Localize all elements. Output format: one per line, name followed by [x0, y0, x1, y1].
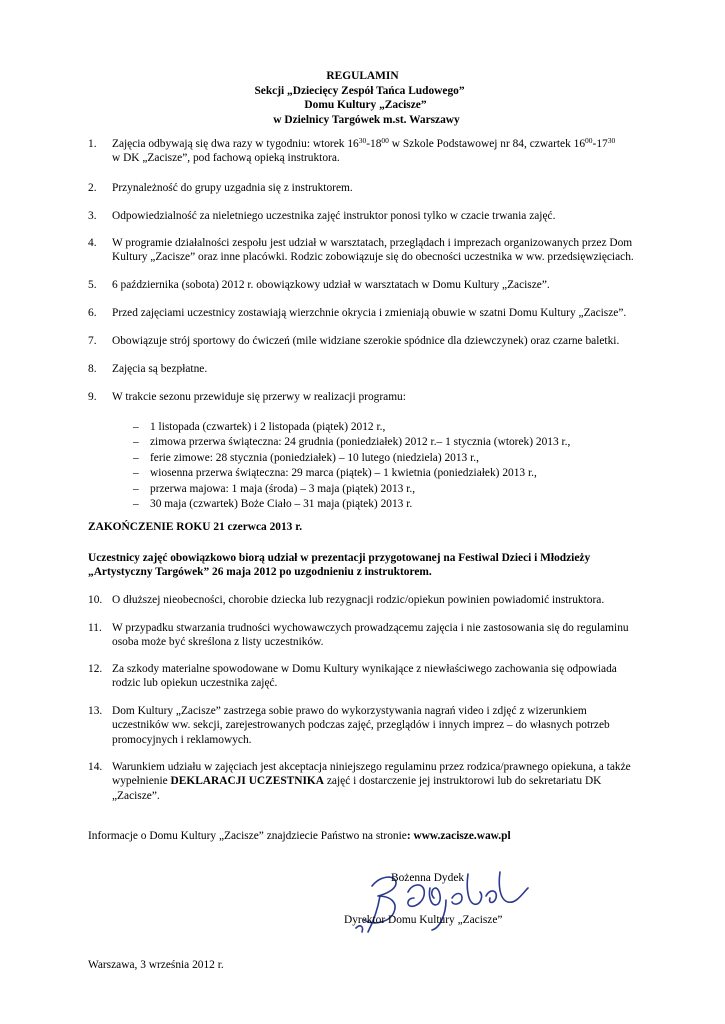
rule-number: 6.: [88, 307, 97, 319]
header-district: w Dzielnicy Targówek m.st. Warszawy: [273, 113, 460, 126]
rule-number: 1.: [88, 138, 97, 150]
header-institution: Domu Kultury „Zacisze”: [304, 99, 427, 112]
dash-bullet: –: [133, 467, 139, 480]
rule-item-11: [88, 621, 688, 650]
rule-item-2: [88, 181, 688, 195]
rule-number: 12.: [88, 663, 103, 675]
festival-notice: [88, 551, 688, 580]
header-section-name: Sekcji „Dziecięcy Zespół Tańca Ludowego”: [254, 84, 465, 97]
rule-number: 3.: [88, 210, 97, 222]
rule-number: 8.: [88, 363, 97, 375]
rule-item-14: [88, 760, 688, 803]
dash-bullet: –: [133, 451, 139, 464]
rule-text-line: uczestników ww. sekcji, zarejestrowanych podczas zajęć, przeglądów i innych imprez – do własnych potrzeb: [112, 719, 610, 732]
rule-text-line: W programie działalności zespołu jest udział w warsztatach, przeglądach i imprezach organizowanych przez Dom: [112, 237, 633, 249]
rule-item-3: [88, 209, 688, 223]
superscript: 30: [358, 136, 367, 145]
rule-text-part: wypełnienie: [112, 775, 171, 788]
rule-text-line: promocyjnych i reklamowych.: [112, 733, 252, 746]
rule-text: [112, 236, 688, 265]
dash-bullet: –: [133, 497, 139, 510]
rule-text: Przed zajęciami uczestnicy zostawiają wierzchnie okrycia i zmieniają obuwie w szatni Domu Kultury „Zacisze”.: [112, 307, 627, 319]
list-item-text: przerwa majowa: 1 maja (środa) – 3 maja (piątek) 2013 r.,: [150, 482, 416, 495]
rule-text-line: W przypadku stwarzania trudności wychowawczych prowadzącemu zajęcia i nie zastosowania się do regulaminu: [112, 622, 629, 634]
document-date: Warszawa, 3 września 2012 r.: [88, 959, 224, 971]
rule-text: Obowiązuje strój sportowy do ćwiczeń (mile widziane szerokie spódnice dla dziewczynek) oraz czarne baletki.: [112, 335, 620, 347]
rule-text-line: osoba może być skreślona z listy uczestników.: [112, 636, 324, 649]
rule-number: 11.: [88, 622, 102, 634]
rule-item-4: [88, 236, 688, 265]
rule-text-part: -18: [366, 138, 382, 150]
list-item: [133, 451, 653, 466]
rule-item-1: [88, 137, 688, 166]
rule-item-5: [88, 278, 688, 292]
superscript: 00: [585, 136, 593, 145]
rule-text: 6 października (sobota) 2012 r. obowiązkowy udział w warsztatach w Domu Kultury „Zacisze”.: [112, 279, 550, 291]
list-item: [133, 466, 653, 481]
rule-item-10: [88, 593, 688, 607]
rule-number: 2.: [88, 182, 97, 194]
header-title: REGULAMIN: [326, 70, 399, 82]
rule-number: 13.: [88, 705, 103, 717]
signer-name: Bożenna Dydek: [391, 872, 465, 884]
rule-item-12: [88, 662, 688, 691]
rule-text: Odpowiedzialność za nieletniego uczestnika zajęć instruktor ponosi tylko w czacie trwania zajęć.: [112, 210, 556, 222]
rule-item-6: [88, 306, 688, 320]
rule-text: [112, 704, 688, 747]
info-line: [88, 829, 688, 843]
rule-text: O dłuższej nieobecności, chorobie dziecka lub rezygnacji rodzic/opiekun powinien powiadomić instruktora.: [112, 594, 605, 606]
rule-text-part: Zajęcia odbywają się dwa razy w tygodniu: wtorek 16: [112, 138, 359, 150]
rule-text-part: -17: [592, 138, 608, 150]
dash-bullet: –: [133, 482, 139, 495]
list-item-text: wiosenna przerwa świąteczna: 29 marca (piątek) – 1 kwietnia (poniedziałek) 2013 r.,: [150, 467, 537, 480]
rule-text: Zajęcia są bezpłatne.: [112, 363, 208, 375]
rule-text-line: Kultury „Zacisze” oraz inne placówki. Rodzic zobowiązuje się do obecności uczestnika w ww. przedsięwzięciach.: [112, 251, 634, 264]
rule-text-part: zajęć i dostarczenie jej instruktorowi lub do sekretariatu DK: [324, 775, 602, 788]
dash-bullet: –: [133, 421, 139, 433]
document-header: [0, 69, 725, 127]
rule-number: 4.: [88, 237, 97, 249]
list-item: [133, 497, 653, 512]
rule-text-line: „Zacisze”.: [112, 789, 160, 802]
declaration-emphasis: DEKLARACJI UCZESTNIKA: [170, 775, 325, 788]
rule-text-line: Za szkody materialne spowodowane w Domu Kultury wynikające z niewłaściwego zachowania się odpowiada: [112, 663, 617, 675]
rule-number: 7.: [88, 335, 97, 347]
list-item-text: 1 listopada (czwartek) i 2 listopada (piątek) 2012 r.,: [150, 421, 386, 433]
rule-item-8: [88, 362, 688, 376]
rule-text: [112, 137, 688, 166]
breaks-list: [133, 420, 653, 512]
list-item: [133, 420, 653, 435]
list-item-text: 30 maja (czwartek) Boże Ciało – 31 maja (piątek) 2013 r.: [150, 497, 413, 510]
rule-text: W trakcie sezonu przewiduje się przerwy w realizacji programu:: [112, 391, 406, 403]
signer-role: Dyrektor Domu Kultury „Zacisze”: [344, 914, 503, 926]
list-item: [133, 435, 653, 450]
rule-text-part: w Szkole Podstawowej nr 84, czwartek 16: [388, 138, 586, 150]
rule-number: 5.: [88, 279, 97, 291]
rule-item-9: [88, 390, 688, 404]
list-item-text: ferie zimowe: 28 stycznia (poniedziałek) – 10 lutego (niedziela) 2013 r.,: [150, 451, 479, 464]
rule-text-line: rodzic lub opiekun uczestnika zajęć.: [112, 677, 278, 690]
rule-text-line: Dom Kultury „Zacisze” zastrzega sobie prawo do wykorzystywania nagrań video i zdjęć z wizerunkiem: [112, 705, 587, 717]
festival-notice-line: Uczestnicy zajęć obowiązkowo biorą udział w prezentacji przygotowanej na Festiwal Dzieci i Młodzieży: [88, 552, 591, 564]
rule-item-13: [88, 704, 688, 747]
list-item-text: zimowa przerwa świąteczna: 24 grudnia (poniedziałek) 2012 r.– 1 stycznia (wtorek) 2013 r.,: [150, 436, 571, 449]
rule-item-7: [88, 334, 688, 348]
end-of-year-heading: ZAKOŃCZENIE ROKU 21 czerwca 2013 r.: [88, 521, 303, 533]
superscript: 00: [381, 136, 389, 145]
rule-number: 9.: [88, 391, 97, 403]
list-item: [133, 482, 653, 497]
rule-text: [112, 662, 688, 691]
info-colon: :: [406, 830, 414, 842]
website-link[interactable]: www.zacisze.waw.pl: [413, 830, 511, 842]
superscript: 30: [607, 136, 616, 145]
rule-number: 14.: [88, 761, 103, 773]
rule-text: [112, 621, 688, 650]
dash-bullet: –: [133, 436, 139, 449]
info-text: Informacje o Domu Kultury „Zacisze” znajdziecie Państwo na stronie: [88, 830, 407, 842]
rule-text: Przynależność do grupy uzgadnia się z instruktorem.: [112, 182, 353, 194]
rule-text-line: Warunkiem udziału w zajęciach jest akceptacja niniejszego regulaminu przez rodzica/prawnego opiekuna, a także: [112, 761, 631, 773]
festival-notice-line: „Artystyczny Targówek” 26 maja 2012 po uzgodnieniu z instruktorem.: [88, 566, 432, 579]
rule-text-line: w DK „Zacisze”, pod fachową opieką instruktora.: [112, 152, 340, 165]
rule-text: [112, 760, 688, 803]
rule-number: 10.: [88, 594, 103, 606]
rule-text-line: [112, 774, 688, 788]
